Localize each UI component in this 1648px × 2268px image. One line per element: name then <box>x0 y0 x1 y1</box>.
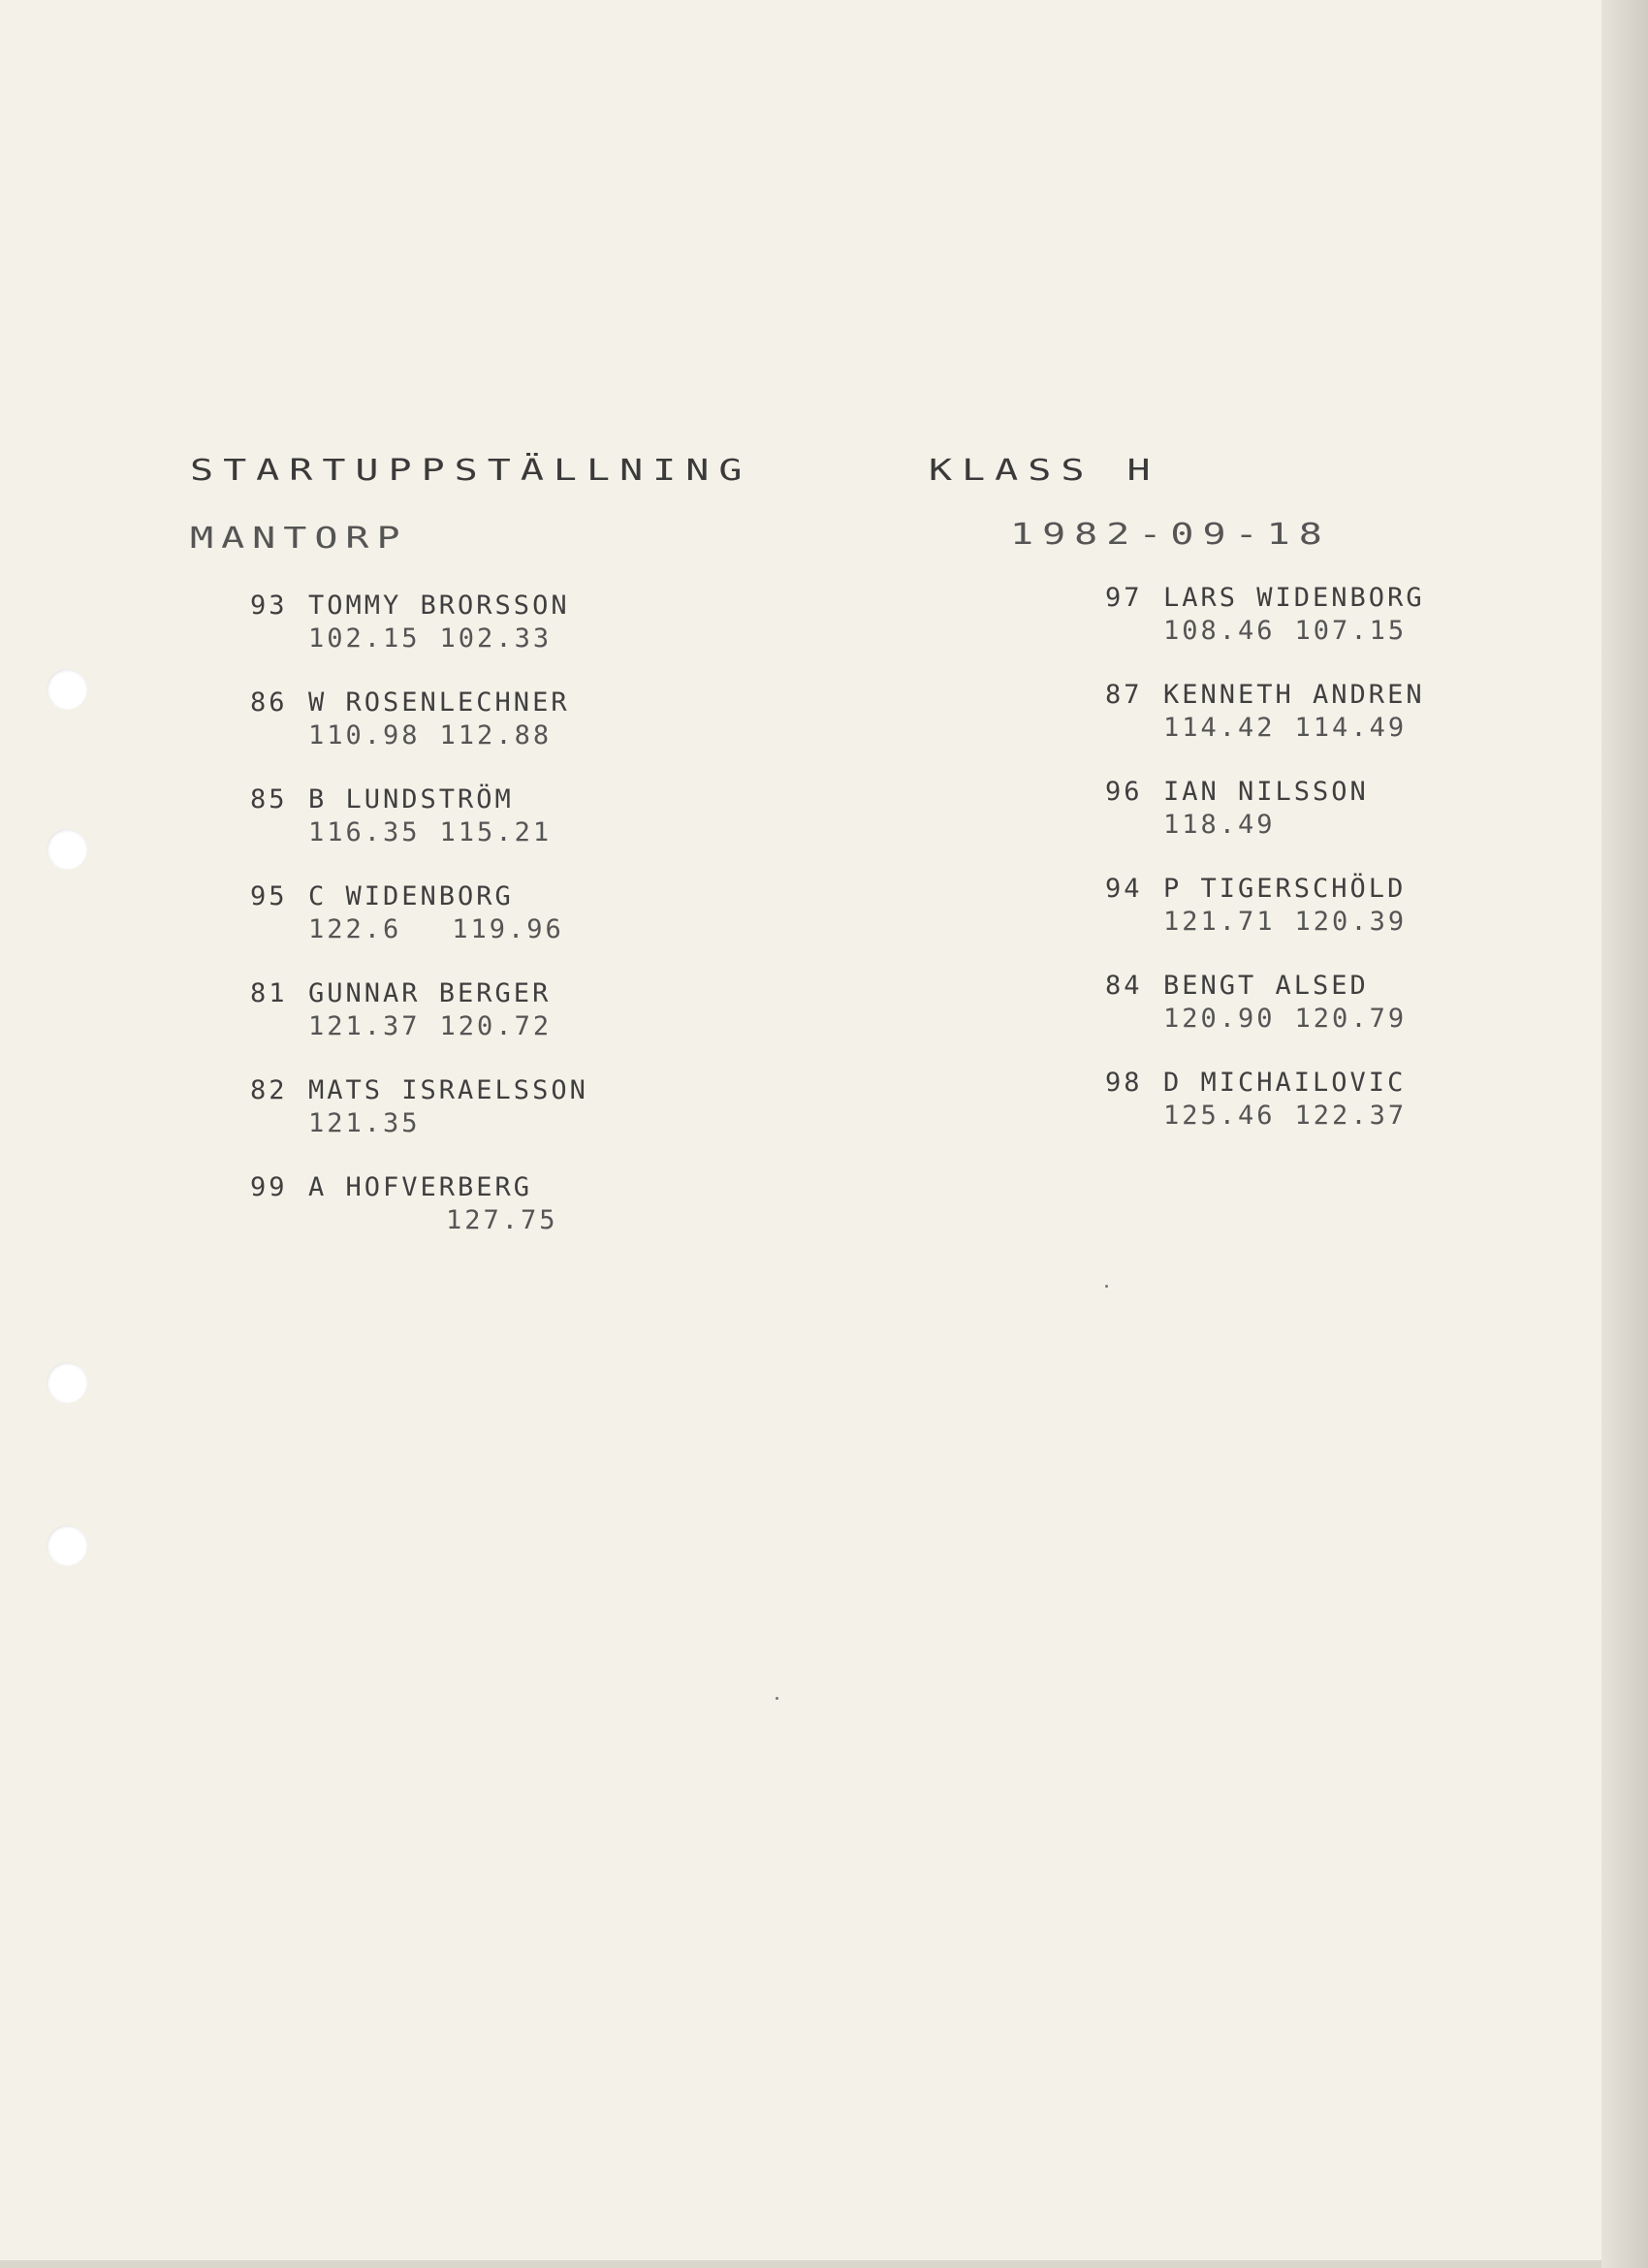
driver-entry <box>1105 679 1601 776</box>
lap-time: 122.37 <box>1294 1101 1408 1131</box>
driver-entry <box>250 1171 793 1268</box>
lap-time: 110.98 <box>308 720 421 751</box>
lap-time: 118.49 <box>1163 810 1276 840</box>
lap-time: 125.46 <box>1163 1101 1276 1131</box>
lap-time: 120.90 <box>1163 1004 1276 1034</box>
lap-time: 119.96 <box>452 914 564 944</box>
lap-time: 102.15 <box>308 623 421 654</box>
punch-hole <box>47 829 87 870</box>
driver-name: MATS ISRAELSSON <box>308 1075 588 1105</box>
lap-time: 120.79 <box>1294 1004 1408 1034</box>
driver-entry <box>250 783 793 880</box>
class-label: KLASS H <box>929 454 1160 488</box>
venue-label: MANTORP <box>190 522 408 556</box>
driver-entry <box>1105 873 1601 970</box>
start-number: 86 <box>250 687 288 718</box>
driver-entry <box>1105 1067 1601 1164</box>
date-label: 1982-09-18 <box>1010 518 1331 552</box>
paper-speck <box>1105 1285 1108 1288</box>
punch-hole <box>47 669 87 710</box>
driver-name: BENGT ALSED <box>1163 971 1369 1001</box>
lap-time: 115.21 <box>439 817 553 847</box>
start-number: 84 <box>1105 971 1143 1001</box>
start-number: 97 <box>1105 583 1143 613</box>
start-number: 96 <box>1105 777 1143 807</box>
lap-time: 114.42 <box>1163 713 1276 743</box>
lap-time: 108.46 <box>1163 616 1276 646</box>
lap-time: 116.35 <box>308 817 421 847</box>
driver-entry <box>250 880 793 977</box>
start-number: 95 <box>250 881 288 911</box>
start-number: 93 <box>250 591 288 621</box>
start-number: 98 <box>1105 1068 1143 1098</box>
lap-time: 122.6 <box>308 914 402 944</box>
lap-time: 102.33 <box>439 623 553 654</box>
lap-time: 121.71 <box>1163 907 1276 937</box>
start-number: 87 <box>1105 680 1143 710</box>
driver-entry <box>250 687 793 783</box>
lap-time: 120.39 <box>1294 907 1408 937</box>
lap-time: 107.15 <box>1294 616 1408 646</box>
lap-time: 121.37 <box>308 1011 421 1041</box>
start-number: 99 <box>250 1172 288 1202</box>
driver-name: GUNNAR BERGER <box>308 978 552 1008</box>
driver-entry <box>1105 970 1601 1067</box>
paper-speck <box>776 1697 778 1700</box>
scan-edge <box>1601 0 1648 2268</box>
driver-name: LARS WIDENBORG <box>1163 583 1425 613</box>
lap-time: 120.72 <box>439 1011 553 1041</box>
driver-entry <box>250 590 793 687</box>
driver-name: A HOFVERBERG <box>308 1172 533 1202</box>
driver-name: D MICHAILOVIC <box>1163 1068 1407 1098</box>
document-title: STARTUPPSTÄLLNING <box>190 454 752 488</box>
driver-name: TOMMY BRORSSON <box>308 591 570 621</box>
punch-hole <box>47 1362 87 1403</box>
lap-time: 112.88 <box>439 720 553 751</box>
start-number: 82 <box>250 1075 288 1105</box>
driver-entry <box>250 1074 793 1171</box>
start-number: 81 <box>250 978 288 1008</box>
start-number: 94 <box>1105 874 1143 904</box>
driver-name: KENNETH ANDREN <box>1163 680 1425 710</box>
driver-name: B LUNDSTRÖM <box>308 784 514 815</box>
driver-entry <box>1105 776 1601 873</box>
lap-time: 114.49 <box>1294 713 1408 743</box>
driver-name: W ROSENLECHNER <box>308 687 570 718</box>
left-column <box>250 590 793 1268</box>
lap-time: 127.75 <box>446 1205 558 1235</box>
driver-entry <box>1105 582 1601 679</box>
lap-time: 121.35 <box>308 1108 421 1138</box>
driver-entry <box>250 977 793 1074</box>
start-number: 85 <box>250 784 288 815</box>
driver-name: C WIDENBORG <box>308 881 514 911</box>
punch-hole <box>47 1525 87 1566</box>
driver-name: IAN NILSSON <box>1163 777 1369 807</box>
driver-name: P TIGERSCHÖLD <box>1163 874 1407 904</box>
right-column <box>1105 582 1601 1164</box>
